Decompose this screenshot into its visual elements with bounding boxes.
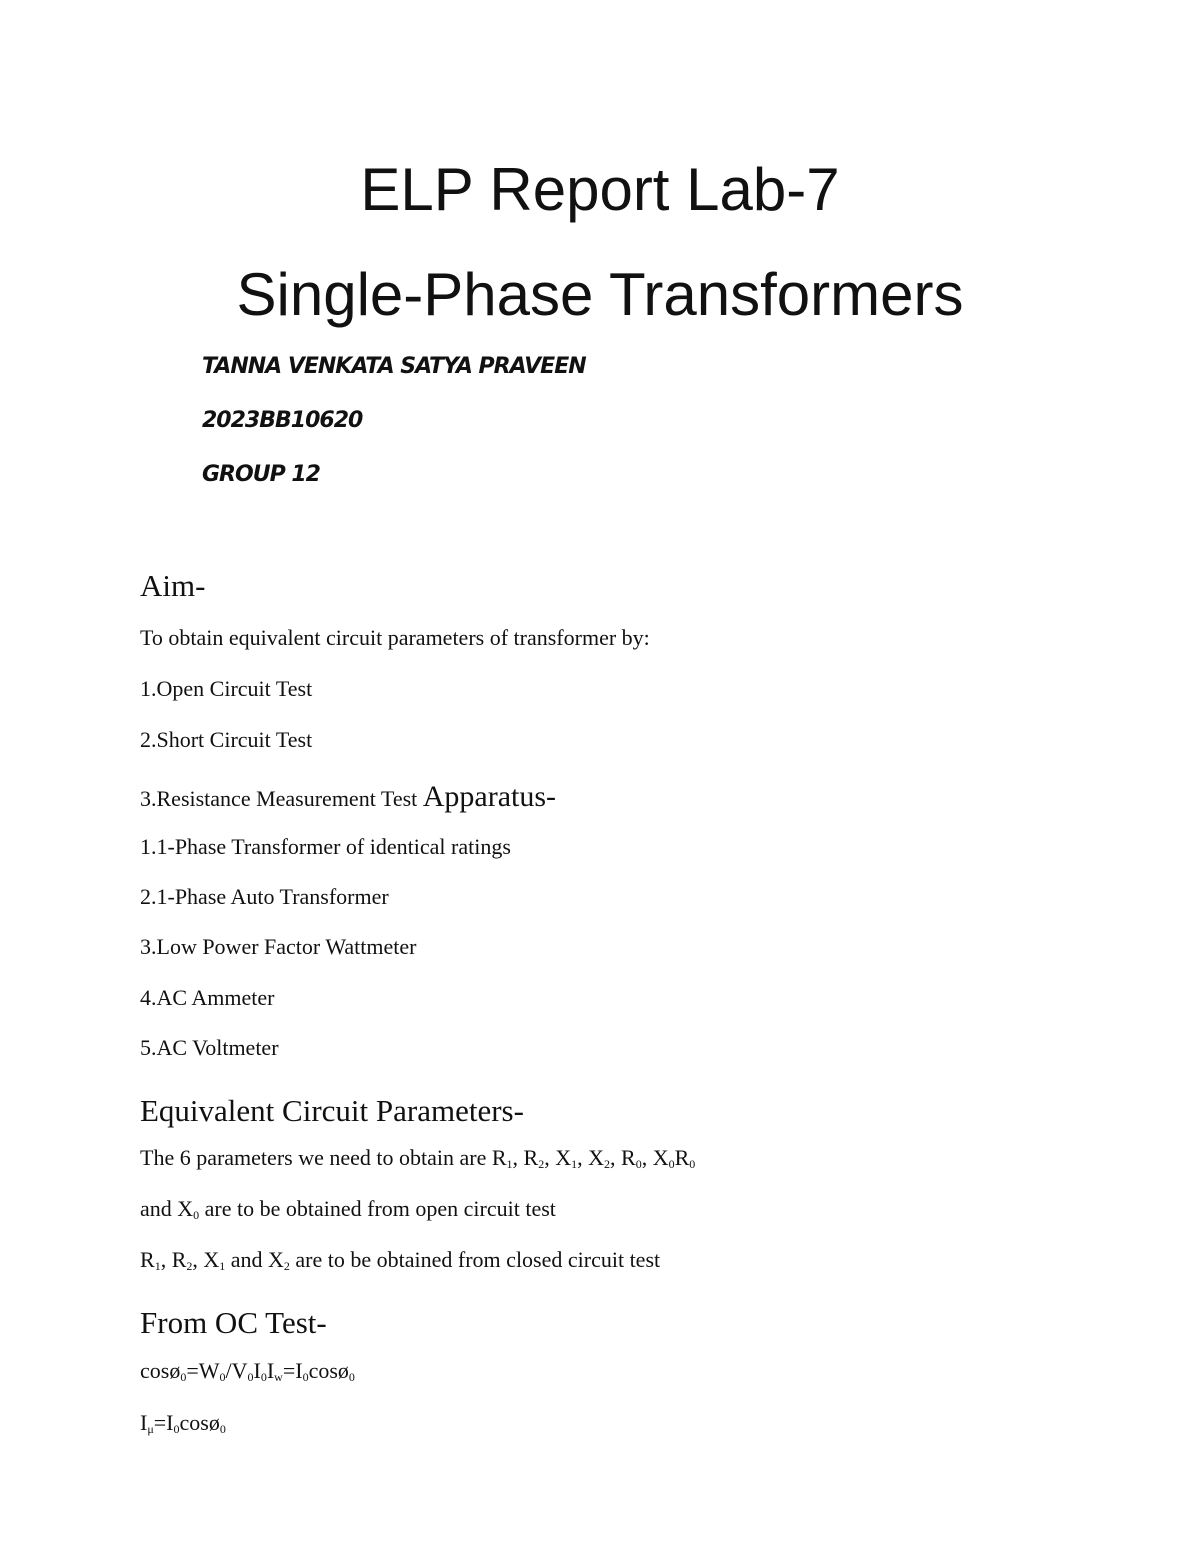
oc-test-heading: From OC Test- [140, 1305, 327, 1340]
aim-item-3-line [140, 782, 556, 812]
apparatus-item-3: 3.Low Power Factor Wattmeter [140, 934, 417, 959]
author-group: GROUP 12 [202, 462, 320, 487]
document-title: ELP Report Lab-7 [360, 156, 840, 223]
aim-item-1: 1.Open Circuit Test [140, 676, 313, 701]
equivalent-line-3-text: are to be obtained from closed circuit test [289, 1247, 661, 1272]
equivalent-line-2: and $X_0$ are to be obtained from open circuit test [140, 1196, 556, 1222]
equivalent-line-3: $R_1$, $R_2$, $X_1$ and $X_2$ are to be obtained from closed circuit test [140, 1247, 661, 1273]
apparatus-item-2: 2.1-Phase Auto Transformer [140, 884, 389, 909]
equivalent-heading: Equivalent Circuit Parameters- [140, 1093, 524, 1128]
oc-formula-2: $I_\mu=I_0\cos ø_0$ [140, 1410, 226, 1436]
equivalent-line-2-text: are to be obtained from open circuit test [199, 1196, 556, 1221]
apparatus-item-4: 4.AC Ammeter [140, 985, 275, 1010]
equivalent-line-1: The 6 parameters we need to obtain are $R_1$, $R_2$, $X_1$, $X_2$, $R_0$, $X_0R_0$ [140, 1145, 696, 1171]
oc-formula-1: $\cos ø_0=W_0/V_0I_0I_w=I_0\cos ø_0$ [140, 1358, 355, 1384]
aim-intro: To obtain equivalent circuit parameters of transformer by: [140, 625, 650, 650]
apparatus-item-5: 5.AC Voltmeter [140, 1035, 279, 1060]
equivalent-line-1-text: The 6 parameters we need to obtain are [140, 1145, 492, 1170]
aim-item-2: 2.Short Circuit Test [140, 727, 313, 752]
author-id: 2023BB10620 [202, 408, 363, 433]
aim-item-3: 3.Resistance Measurement Test [140, 786, 418, 811]
equivalent-line-3-and: and [230, 1247, 263, 1272]
document-subtitle: Single-Phase Transformers [236, 261, 964, 328]
apparatus-item-1: 1.1-Phase Transformer of identical ratings [140, 834, 511, 859]
author-name: TANNA VENKATA SATYA PRAVEEN [202, 354, 586, 379]
aim-heading: Aim- [140, 568, 206, 603]
apparatus-heading: Apparatus- [422, 780, 557, 813]
equivalent-line-2-and: and [140, 1196, 172, 1221]
